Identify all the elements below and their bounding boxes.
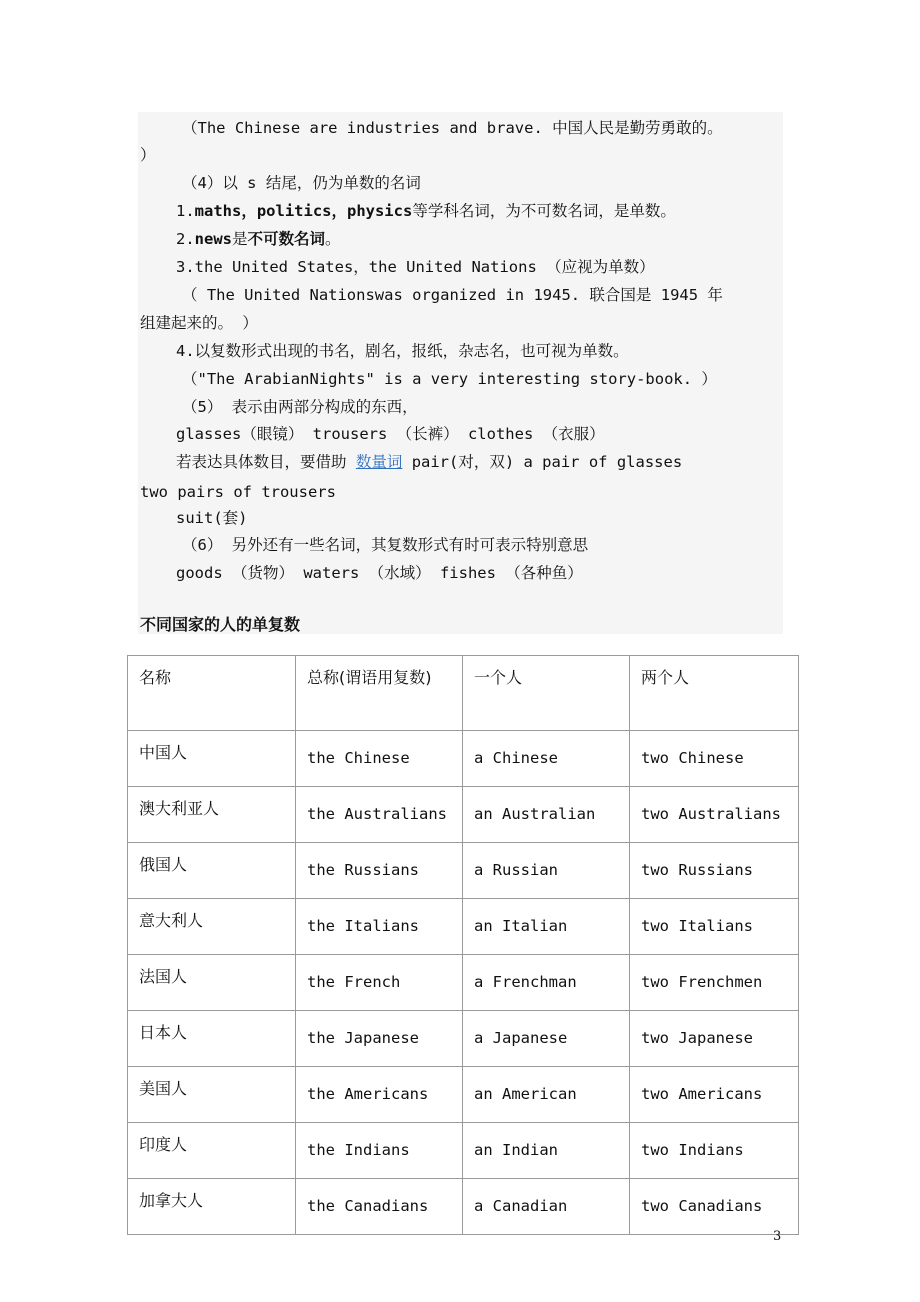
cell-one-person: an Australian — [463, 787, 630, 843]
table-row — [128, 843, 799, 899]
table-header-row — [128, 656, 799, 731]
rule-1-subjects: maths，politics，physics — [194, 202, 413, 220]
rule-2-is: 是 — [232, 230, 248, 248]
table-row — [128, 731, 799, 787]
example-united-nations-cont: 组建起来的。 ） — [140, 314, 258, 332]
rule-2-uncountable: 不可数名词 — [247, 230, 326, 248]
cell-collective: the Italians — [296, 899, 463, 955]
cell-two-people: two Russians — [630, 843, 799, 899]
rule-2 — [176, 229, 341, 249]
cell-collective: the French — [296, 955, 463, 1011]
example-chinese-people: （The Chinese are industries and brave. 中国人民是勤劳勇敢的。 — [182, 119, 723, 137]
cell-one-person: a Canadian — [463, 1179, 630, 1235]
cell-collective: the Indians — [296, 1123, 463, 1179]
cell-one-person: a Russian — [463, 843, 630, 899]
cell-nationality: 俄国人 — [128, 843, 296, 899]
cell-two-people: two Frenchmen — [630, 955, 799, 1011]
cell-two-people: two Italians — [630, 899, 799, 955]
cell-two-people: two Australians — [630, 787, 799, 843]
cell-two-people: two Chinese — [630, 731, 799, 787]
section-4-title: （4）以 s 结尾，仍为单数的名词 — [182, 174, 421, 192]
cell-collective: the Australians — [296, 787, 463, 843]
cell-two-people: two Canadians — [630, 1179, 799, 1235]
cell-one-person: a Frenchman — [463, 955, 630, 1011]
cell-nationality: 意大利人 — [128, 899, 296, 955]
cell-nationality: 美国人 — [128, 1067, 296, 1123]
section-5-title: （5） 表示由两部分构成的东西， — [182, 398, 418, 416]
cell-one-person: an Italian — [463, 899, 630, 955]
example-arabian-nights: （"The ArabianNights" is a very interesting story-book. ） — [182, 370, 717, 388]
cell-nationality: 印度人 — [128, 1123, 296, 1179]
page-number: 3 — [773, 1229, 782, 1244]
header-one-person: 一个人 — [463, 656, 630, 731]
cell-nationality: 加拿大人 — [128, 1179, 296, 1235]
cell-collective: the Canadians — [296, 1179, 463, 1235]
cell-nationality: 澳大利亚人 — [128, 787, 296, 843]
rule-1-number: 1. — [176, 202, 195, 220]
cell-two-people: two Indians — [630, 1123, 799, 1179]
cell-one-person: a Japanese — [463, 1011, 630, 1067]
example-pairs: glasses（眼镜） trousers （长裤） clothes （衣服） — [176, 425, 605, 443]
special-meaning-examples: goods （货物） waters （水域） fishes （各种鱼） — [176, 564, 583, 582]
table-row — [128, 1123, 799, 1179]
rule-2-number: 2. — [176, 230, 195, 248]
table-row — [128, 955, 799, 1011]
pair-explanation-text: 若表达具体数目，要借助 — [176, 453, 356, 471]
nationality-heading: 不同国家的人的单复数 — [140, 615, 301, 634]
rule-2-news: news — [194, 230, 232, 248]
cell-nationality: 日本人 — [128, 1011, 296, 1067]
example-united-nations: （ The United Nationswas organized in 1945. 联合国是 1945 年 — [182, 286, 723, 304]
table-row — [128, 787, 799, 843]
header-collective: 总称(谓语用复数) — [296, 656, 463, 731]
cell-collective: the Americans — [296, 1067, 463, 1123]
table-row — [128, 899, 799, 955]
rule-1 — [176, 201, 676, 221]
header-name: 名称 — [128, 656, 296, 731]
cell-nationality: 法国人 — [128, 955, 296, 1011]
cell-collective: the Japanese — [296, 1011, 463, 1067]
nationality-table — [127, 655, 799, 1235]
pair-explanation-example: pair(对，双) a pair of glasses — [402, 453, 683, 471]
rule-2-period: 。 — [325, 230, 341, 248]
pair-explanation — [176, 452, 682, 472]
cell-collective: the Chinese — [296, 731, 463, 787]
cell-one-person: a Chinese — [463, 731, 630, 787]
rule-4: 4.以复数形式出现的书名，剧名，报纸，杂志名，也可视为单数。 — [176, 342, 629, 360]
table-row — [128, 1011, 799, 1067]
header-two-people: 两个人 — [630, 656, 799, 731]
example-chinese-people-close: ） — [140, 146, 156, 164]
cell-one-person: an Indian — [463, 1123, 630, 1179]
rule-3: 3.the United States，the United Nations （应视为单数） — [176, 258, 655, 276]
measure-word-link[interactable]: 数量词 — [355, 453, 403, 471]
section-6-title: （6） 另外还有一些名词，其复数形式有时可表示特别意思 — [182, 536, 589, 554]
cell-nationality: 中国人 — [128, 731, 296, 787]
cell-collective: the Russians — [296, 843, 463, 899]
cell-one-person: an American — [463, 1067, 630, 1123]
rule-1-text: 等学科名词，为不可数名词，是单数。 — [412, 202, 676, 220]
table-row — [128, 1179, 799, 1235]
suit-example: suit(套) — [176, 509, 248, 527]
cell-two-people: two Americans — [630, 1067, 799, 1123]
table-row — [128, 1067, 799, 1123]
pair-example-trousers: two pairs of trousers — [140, 483, 336, 501]
cell-two-people: two Japanese — [630, 1011, 799, 1067]
